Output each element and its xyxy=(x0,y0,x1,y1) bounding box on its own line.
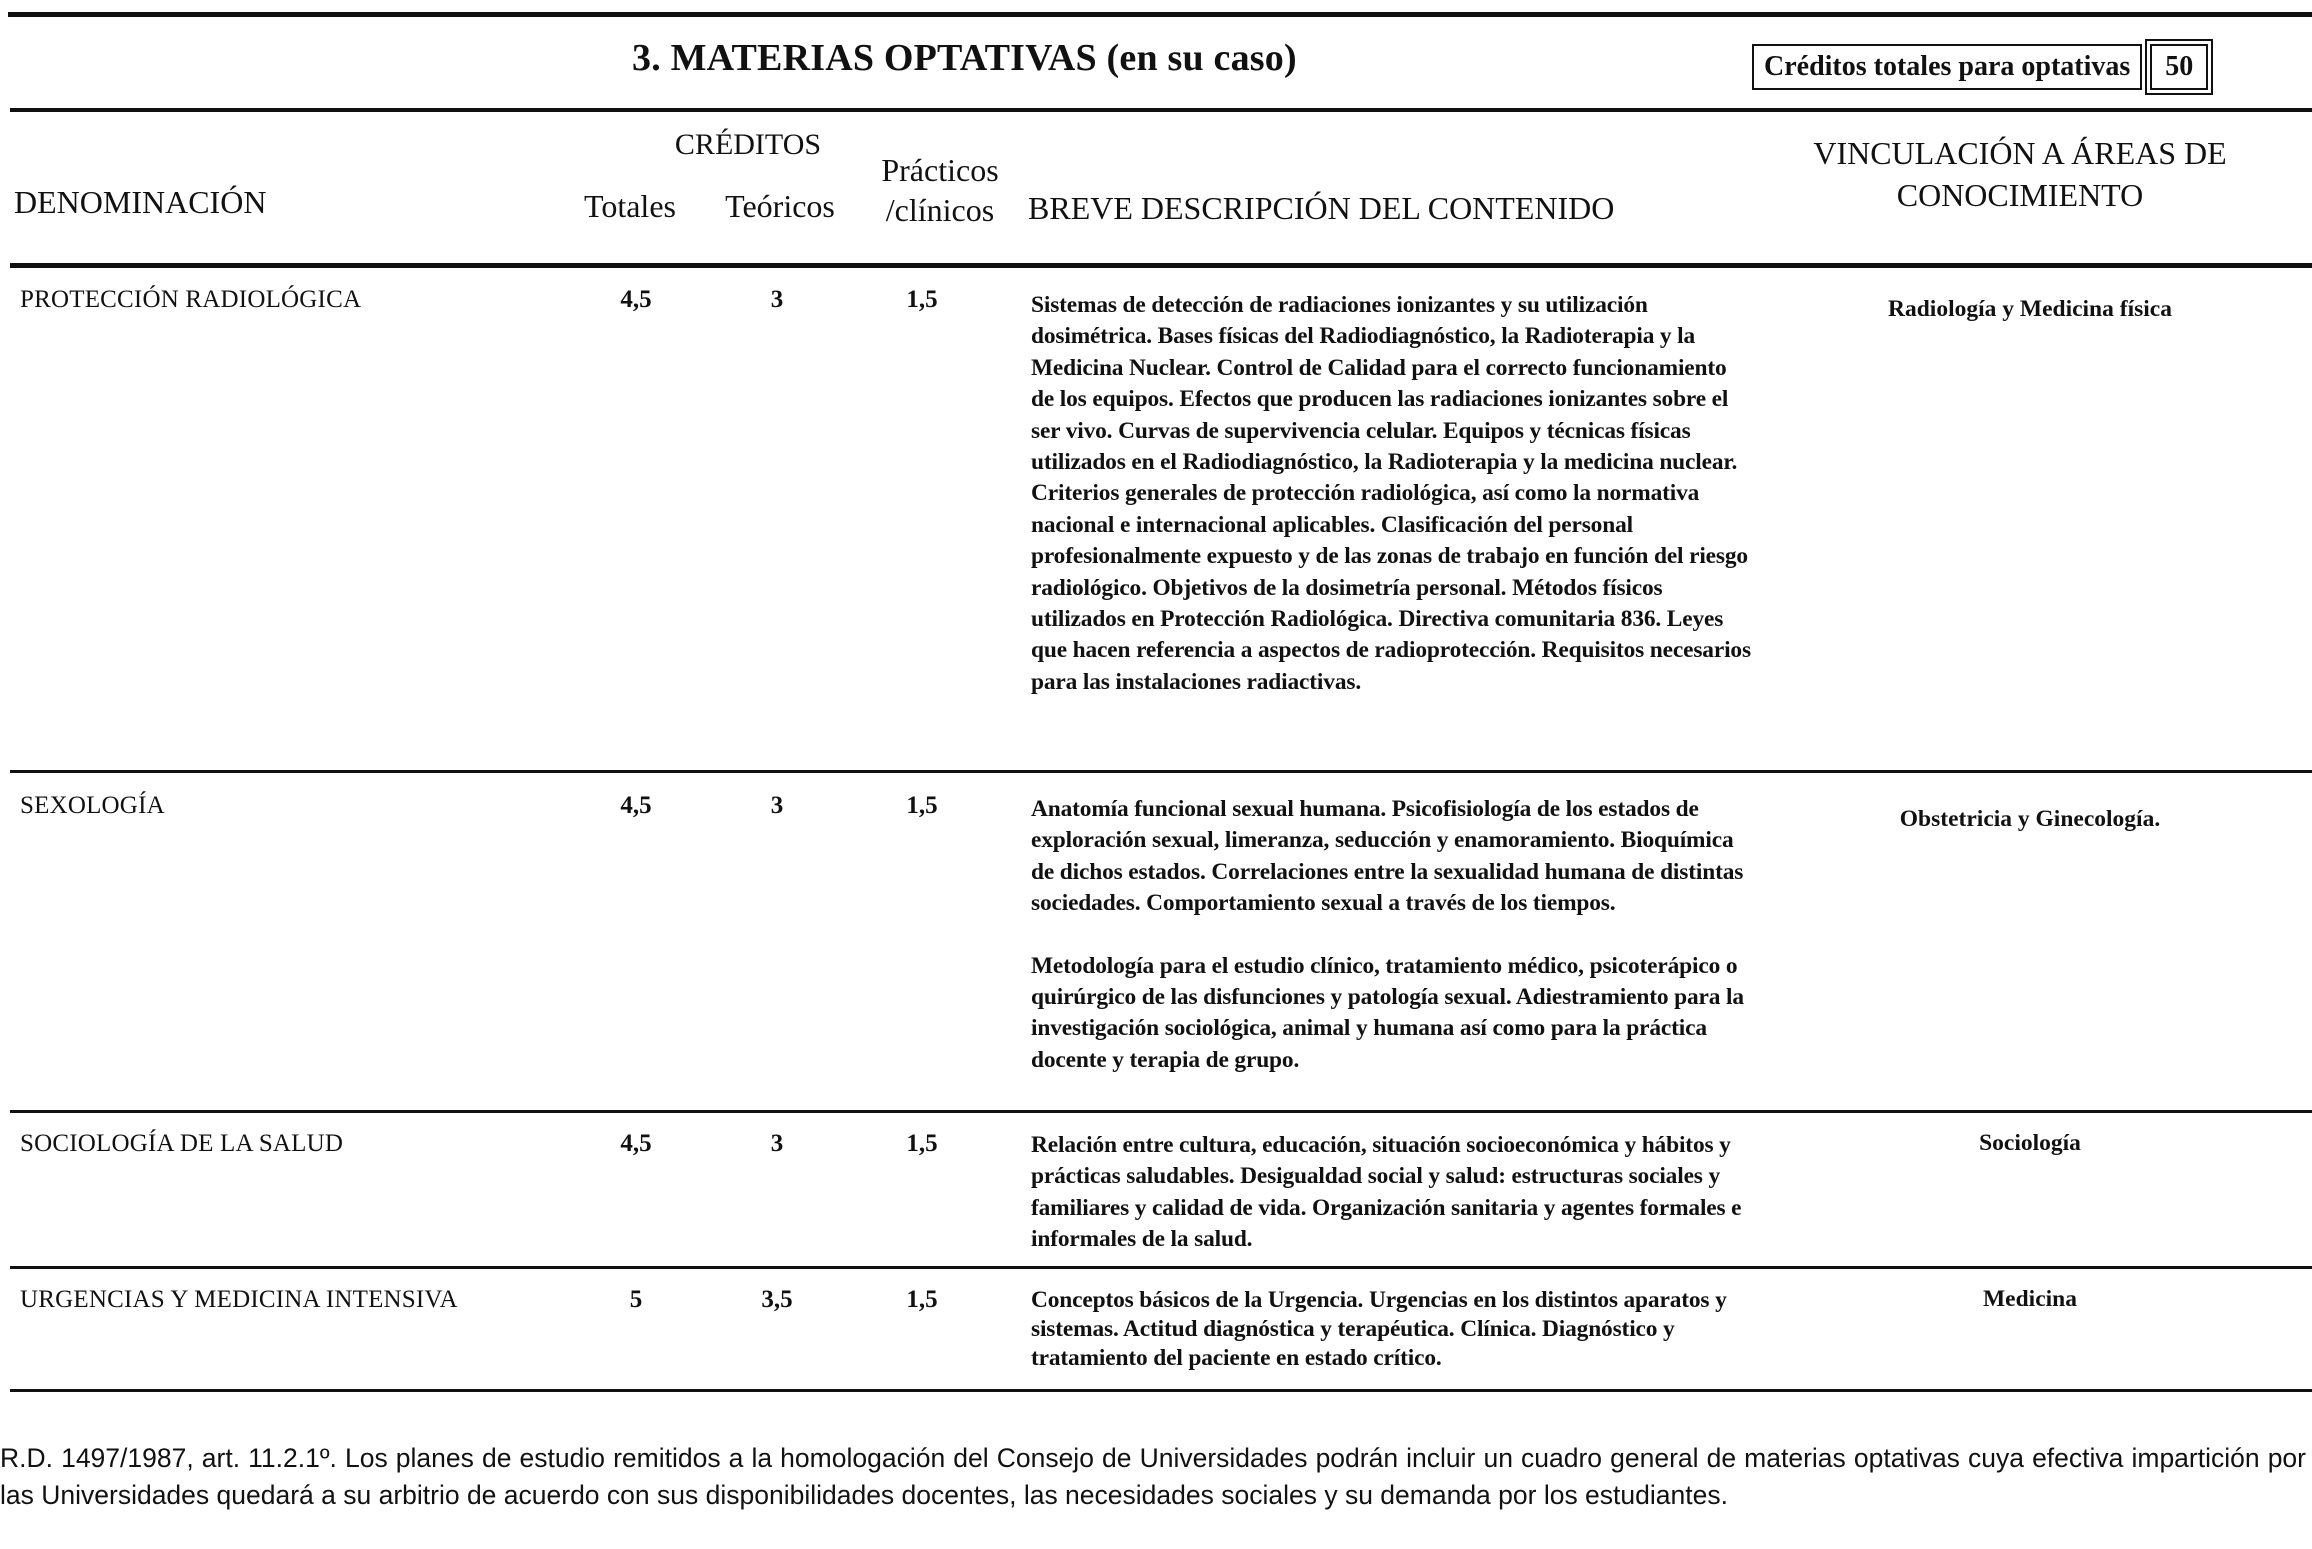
row-descripcion-paragraph: Metodología para el estudio clínico, tratamiento médico, psicoterápico o quirúrgico de las disfunciones y patología sexual. Adiestramiento para la investigación sociológica, animal y humana así como para la práctica docente y terapia de grupo. xyxy=(1031,952,1744,1073)
row-descripcion-paragraph: Sistemas de detección de radiaciones ionizantes y su utilización dosimétrica. Bases físicas del Radiodiagnóstico, la Radioterapia y la Medicina Nuclear. Control de Calidad para el correcto funcionamiento de los equipos. Efectos que producen las radiaciones ionizantes sobre el ser vivo. Curvas de supervivencia celular. Equipos y técnicas físicas utilizados en el Radiodiagnóstico, la Radioterapia y la medicina nuclear. Criterios generales de protección radiológica, así como la normativa nacional e internacional aplicables. Clasificación del personal profesionalmente expuesto y de las zonas de trabajo en función del riesgo radiológico. Objetivos de la dosimetría personal. Métodos físicos utilizados en Protección Radiológica. Directiva comunitaria 836. Leyes que hacen referencia a aspectos de radioprotección. Requisitos necesarios para las instalaciones radiactivas. xyxy=(1031,292,1751,695)
row-descripcion xyxy=(1031,290,1751,698)
row-descripcion-paragraph: Relación entre cultura, educación, situación socioeconómica y hábitos y prácticas saludables. Desigualdad social y salud: estructuras sociales y familiares y calidad de vida. Organización sanitaria y agentes formales e informales de la salud. xyxy=(1031,1132,1742,1253)
header-rule xyxy=(10,263,2312,268)
row-practicos: 1,5 xyxy=(906,1286,938,1313)
row-teoricos: 3 xyxy=(770,286,784,313)
header-practicos-line1: Prácticos xyxy=(881,152,999,188)
footnote: R.D. 1497/1987, art. 11.2.1º. Los planes de estudio remitidos a la homologación del Consejo de Universidades podrán incluir un cuadro general de materias optativas cuya efectiva impartición por las Universidades quedará a su arbitrio de acuerdo con sus disponibilidades docentes, las necesidades sociales y su demanda por los estudiantes. xyxy=(0,1443,2306,1510)
table-bottom-rule xyxy=(10,1389,2312,1392)
row-area: Radiología y Medicina física xyxy=(1888,296,2172,322)
row-totales: 4,5 xyxy=(620,286,652,313)
row-totales: 4,5 xyxy=(620,1130,652,1157)
row-area: Obstetricia y Ginecología. xyxy=(1899,806,2161,832)
total-credits-label: Créditos totales para optativas xyxy=(1752,44,2142,90)
row-area: Medicina xyxy=(1983,1286,2077,1312)
header-descripcion: BREVE DESCRIPCIÓN DEL CONTENIDO xyxy=(1028,190,1615,226)
header-denominacion: DENOMINACIÓN xyxy=(14,184,267,220)
header-totales: Totales xyxy=(584,188,676,224)
row-descripcion-paragraph: Anatomía funcional sexual humana. Psicofisiología de los estados de exploración sexual, limeranza, seducción y enamoramiento. Bioquímica de dichos estados. Correlaciones entre la sexualidad humana de distintas sociedades. Comportamiento sexual a través de los tiempos. xyxy=(1031,796,1744,917)
row-divider xyxy=(10,1266,2312,1269)
row-denominacion: SEXOLOGÍA xyxy=(20,792,165,819)
header-vinculacion-line1: VINCULACIÓN A ÁREAS DE xyxy=(1813,135,2227,171)
header-teoricos: Teóricos xyxy=(725,188,835,224)
row-denominacion: PROTECCIÓN RADIOLÓGICA xyxy=(20,286,362,313)
title-rule xyxy=(10,108,2312,112)
total-credits-value: 50 xyxy=(2150,44,2208,90)
row-denominacion: SOCIOLOGÍA DE LA SALUD xyxy=(20,1130,344,1157)
header-vinculacion-line2: CONOCIMIENTO xyxy=(1896,177,2144,213)
row-descripcion-paragraph: Conceptos básicos de la Urgencia. Urgencias en los distintos aparatos y sistemas. Actitud diagnóstica y terapéutica. Clínica. Diagnóstico y tratamiento del paciente en estado crítico. xyxy=(1031,1287,1727,1371)
row-divider xyxy=(10,1110,2312,1113)
total-credits-box xyxy=(1752,44,2208,90)
header-practicos xyxy=(870,150,1010,230)
header-practicos-line2: /clínicos xyxy=(885,192,995,228)
header-vinculacion xyxy=(1760,132,2280,216)
row-descripcion xyxy=(1031,1286,1751,1373)
row-area: Sociología xyxy=(1979,1130,2081,1156)
row-practicos: 1,5 xyxy=(906,1130,938,1157)
row-teoricos: 3 xyxy=(770,792,784,819)
page-title: 3. MATERIAS OPTATIVAS (en su caso) xyxy=(632,37,1297,79)
header-creditos: CRÉDITOS xyxy=(674,128,822,161)
row-descripcion xyxy=(1031,794,1751,1076)
row-divider xyxy=(10,770,2312,773)
row-practicos: 1,5 xyxy=(906,286,938,313)
row-teoricos: 3 xyxy=(770,1130,784,1157)
row-teoricos: 3,5 xyxy=(761,1286,793,1313)
row-practicos: 1,5 xyxy=(906,792,938,819)
row-totales: 4,5 xyxy=(620,792,652,819)
row-descripcion xyxy=(1031,1130,1751,1256)
row-denominacion: URGENCIAS Y MEDICINA INTENSIVA xyxy=(20,1286,458,1313)
top-rule xyxy=(8,12,2312,17)
row-totales: 5 xyxy=(629,1286,643,1313)
